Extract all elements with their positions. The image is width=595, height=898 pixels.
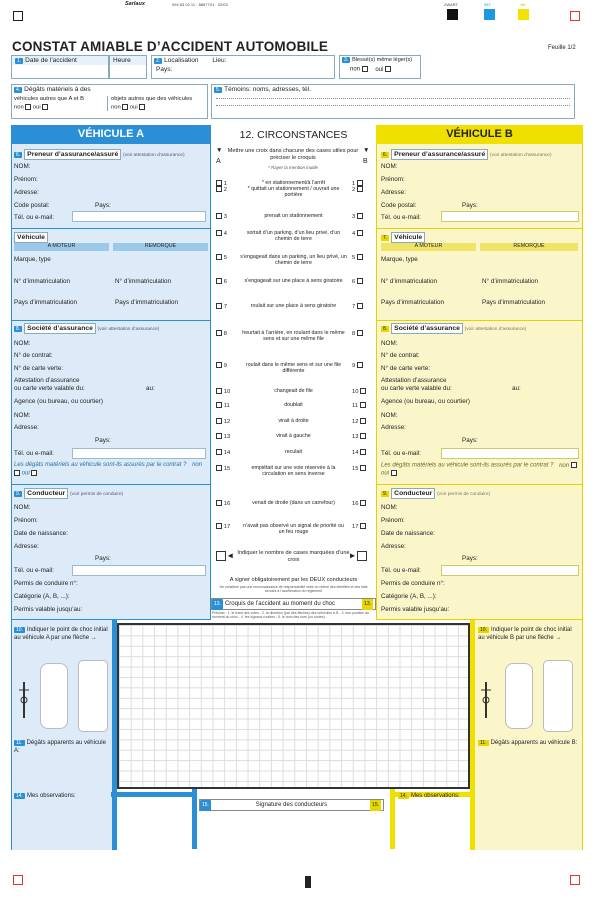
circumstance-a-11[interactable]: 11 [216,402,230,409]
field-label: N° d’immatriculation [482,278,539,285]
field-label: NOM: [14,504,31,511]
circumstance-text-8: heurtait à l’arrière, en roulant dans le même sens et sur une même file [242,330,345,343]
circumstance-text-13: virait à gauche [276,433,311,439]
swatch-label: ZWART [444,2,458,7]
count-a-box[interactable]: ◀ [216,551,233,561]
covered-no-checkbox[interactable] [14,470,20,476]
field-label: Pays: [95,202,111,209]
field-label: Tél. ou e-mail: [14,214,54,221]
field-label: Pays d’immatriculation [381,299,444,306]
date-field[interactable]: 1. Date de l’accident [11,55,109,79]
circumstance-a-1[interactable]: 1 [216,180,227,187]
vehicle-b-bottom-panel [470,620,583,850]
field-label: au: [146,385,155,392]
field-label: Pays: [462,437,478,444]
sign-notice: A signer obligatoirement par les DEUX conducteurs [229,577,358,583]
vehicle-b-insured-heading: 6. Preneur d’assurance/assuré (voir attestation d’assurance) [383,151,552,158]
circumstance-b-5[interactable]: 5 [352,254,363,261]
cyan-swatch [484,9,495,20]
field-label: N° de contrat: [381,352,420,359]
divider [377,228,582,229]
circumstances-col-a: ▼ [216,147,223,154]
circumstance-a-3[interactable]: 3 [216,213,227,220]
damage-objects-no[interactable] [122,104,128,110]
vehicle-a-insurer-phone-input[interactable] [72,448,206,459]
circumstance-b-10[interactable]: 10 [352,388,366,395]
motorcycle-icon[interactable] [480,680,492,720]
circumstance-text-14: reculait [284,449,303,455]
vehicle-a-phone-input[interactable] [72,211,206,222]
circumstance-a-13[interactable]: 13 [216,433,230,440]
circumstance-text-15: empiétait sur une voie réservée à la circulation en sens inverse [251,465,336,478]
divider [12,320,210,321]
circumstance-text-2: * quittait un stationnement / ouvrait une portière [247,186,340,199]
circumstance-b-17[interactable]: 17 [352,523,366,530]
circumstance-text-7: roulait sur une place à sens giratoire [250,303,337,309]
circumstance-b-12[interactable]: 12 [352,418,366,425]
field-label: Date de naissance: [14,530,68,537]
field-label: Permis valable jusqu’au: [381,606,450,613]
accident-sketch-grid[interactable] [117,623,470,789]
field-label: NOM: [381,504,398,511]
field-label: Permis de conduire n°: [381,580,445,587]
field-label: Pays d’immatriculation [482,299,545,306]
field-label: Tél. ou e-mail: [381,450,421,457]
field-label: Adresse: [14,189,39,196]
vehicle-a-insurer-heading: Société d’assurance [24,323,96,334]
field-label: N° d’immatriculation [381,278,438,285]
field-label: Code postal: [14,202,50,209]
count-b-box[interactable]: ▶ [350,551,367,561]
circumstance-text-17: n’avait pas observé un signal de priorité ou un feu rouge [243,523,344,536]
truck-b-icon[interactable] [543,660,573,732]
col-b-label: B [363,158,368,165]
circumstance-b-4[interactable]: 4 [352,230,363,237]
circumstance-b-15[interactable]: 15 [352,465,366,472]
swatch-label: Yel [520,2,526,7]
circumstance-b-2[interactable]: 2 [352,186,363,193]
field-label: NOM: [381,412,398,419]
covered-yes-checkbox[interactable] [391,470,397,476]
field-label: Permis valable jusqu’au: [14,606,83,613]
circumstance-a-12[interactable]: 12 [216,418,230,425]
damage-vehicles-no[interactable] [25,104,31,110]
circumstance-text-3: prenait un stationnement [264,213,323,219]
circumstance-b-8[interactable]: 8 [352,330,363,337]
trailer-column-header: REMORQUE [113,243,208,251]
field-label: Prénom: [14,176,38,183]
field-label: ou carte verte valable du: [381,385,452,392]
damage-vehicles-yes[interactable] [42,104,48,110]
field-label: Pays d’immatriculation [115,299,178,306]
field-label: Date de naissance: [381,530,435,537]
field-label: NOM: [14,163,31,170]
truck-a-icon[interactable] [78,660,108,732]
circumstance-a-4[interactable]: 4 [216,230,227,237]
circumstance-b-11[interactable]: 11 [352,402,366,409]
circumstance-a-15[interactable]: 15 [216,465,230,472]
vehicle-a-vehicle-heading: Véhicule [14,232,48,243]
frame-line [192,789,197,849]
field-label: au: [512,385,521,392]
vehicle-a-driver-heading: Conducteur [24,488,68,499]
covered-no-checkbox[interactable] [571,462,577,468]
observations-a: 14. Mes observations: [16,793,76,799]
col-a-label: A [216,158,221,165]
field-label: Pays d’immatriculation [14,299,77,306]
circumstance-a-7[interactable]: 7 [216,303,227,310]
impact-a-label: 10. Indiquer le point de choc initial au véhicule A par une flèche → [14,627,108,641]
field-label: Permis de conduire n°: [14,580,78,587]
circumstances-note: * Rayer la mention inutile [267,165,319,170]
circumstance-b-7[interactable]: 7 [352,303,363,310]
field-label: Agence (ou bureau, ou courtier) [14,398,103,405]
vehicle-b-driver-phone-input[interactable] [441,565,579,576]
vehicle-b-title: VÉHICULE B [376,125,583,144]
field-label: NOM: [14,340,31,347]
field-label: Code postal: [381,202,417,209]
brand-logo: Sarlaux [125,1,145,7]
field-label: Prénom: [381,517,405,524]
registration-mark [13,11,23,21]
circumstance-text-16: venait de droite (dans un carrefour) [252,500,335,506]
form-title: CONSTAT AMIABLE D’ACCIDENT AUTOMOBILE [12,39,329,54]
vehicle-b-driver-heading: Conducteur [391,488,435,499]
field-label: N° de contrat: [14,352,53,359]
covered-question: Les dégâts matériels au véhicule sont-ils assurés par le contrat ? non oui [14,462,203,477]
print-codes: 094 83 02 11 · 8867701 · 02/03 [172,2,228,7]
registration-mark [570,875,580,885]
circumstance-text-10: changeait de file [274,388,313,394]
field-label: Pays: [462,202,478,209]
circumstance-text-11: doublait [284,402,303,408]
circumstance-a-6[interactable]: 6 [216,278,227,285]
vehicle-b-phone-input[interactable] [441,211,579,222]
circumstance-b-16[interactable]: 16 [352,500,366,507]
observations-b: 14. Mes observations: [400,793,460,799]
field-label: Marque, type [14,256,51,263]
field-label: Adresse: [381,424,406,431]
signature-heading: 15. Signature des conducteurs 15. [199,799,384,811]
registration-mark [13,875,23,885]
circumstances-instruction: Mettre une croix dans chacune des cases utiles pour préciser le croquis [227,148,359,161]
circumstance-a-16[interactable]: 16 [216,500,230,507]
field-label: NOM: [14,412,31,419]
black-swatch [447,9,458,20]
sheet-number: Feuille 1/2 [548,45,576,51]
circumstance-b-9[interactable]: 9 [352,362,363,369]
field-label: Adresse: [14,543,39,550]
circumstance-b-13[interactable]: 13 [352,433,366,440]
vehicle-b-insurer-phone-input[interactable] [441,448,579,459]
circumstance-b-3[interactable]: 3 [352,213,363,220]
field-label: N° de carte verte: [381,365,431,372]
divider [377,484,582,485]
field-label: Adresse: [381,189,406,196]
vehicle-a-bottom-panel [11,620,117,850]
field-label: ou carte verte valable du: [14,385,85,392]
vehicle-b-panel [376,125,583,620]
field-label: Attestation d’assurance [381,377,447,384]
witnesses-field[interactable]: 5. Témoins: noms, adresses, tél. [211,84,575,119]
field-label: Attestation d’assurance [14,377,80,384]
circumstances-col-b: ▼ [363,147,370,154]
circumstance-a-2[interactable]: 2 [216,186,227,193]
circumstance-a-10[interactable]: 10 [216,388,230,395]
circumstance-text-4: sortait d’un parking, d’un lieu privé, d’un chemin de terre [246,230,341,243]
field-label: Tél. ou e-mail: [14,450,54,457]
field-label: Pays: [95,437,111,444]
circumstance-a-8[interactable]: 8 [216,330,227,337]
motorcycle-icon[interactable] [18,680,30,720]
vehicle-a-driver-phone-input[interactable] [72,565,206,576]
circumstance-a-17[interactable]: 17 [216,523,230,530]
sketch-note: Préciser : 1. le tracé des voies - 2. la direction (par des flèches) des véhicules A,B - 3. leur position au moment du choc - 4. les signaux routiers - 5. le nom des rues (ou routes) [212,611,370,620]
circumstance-b-14[interactable]: 14 [352,449,366,456]
visible-damage-b: 11. Dégâts apparents au véhicule B: [480,740,578,746]
field-label: Pays: [95,555,111,562]
field-label: Catégorie (A, B, ...): [381,593,437,600]
hour-field[interactable]: Heure [109,55,147,79]
injured-yes-checkbox[interactable] [385,66,391,72]
circumstance-text-5: s’engageait dans un parking, un lieu privé, un chemin de terre [240,254,347,267]
circumstance-a-9[interactable]: 9 [216,362,227,369]
vehicle-a-panel [11,125,211,620]
impact-b-label: 10. Indiquer le point de choc initial au véhicule B par une flèche → [478,627,572,641]
location-field[interactable]: 2. Localisation Lieu: Pays: [151,55,335,79]
motor-column-header: A MOTEUR [14,243,109,251]
sketch-heading: 13. Croquis de l’accident au moment du choc 13. [211,598,376,610]
vehicle-b-insurer-heading: Société d’assurance [391,323,463,334]
field-label: Catégorie (A, B, ...): [14,593,70,600]
field-label: Prénom: [381,176,405,183]
motor-column-header: A MOTEUR [381,243,476,251]
circumstance-b-6[interactable]: 6 [352,278,363,285]
field-label: NOM: [381,340,398,347]
visible-damage-a: 11. Dégâts apparents au véhicule A: [14,740,106,754]
trailer-column-header: REMORQUE [480,243,578,251]
circumstance-text-6: s’engageait sur une place à sens giratoire [244,278,343,284]
field-label: Adresse: [381,543,406,550]
field-label: Marque, type [381,256,418,263]
circumstance-text-12: virait à droite [278,418,309,424]
divider [12,484,210,485]
sign-small-print: Ne constitue pas une reconnaissance de responsabilité mais un relevé des identités et des faits servant à l’accélération du règlement [219,585,368,594]
field-label: N° de carte verte: [14,365,64,372]
vehicle-a-title: VÉHICULE A [11,125,211,144]
field-label: Tél. ou e-mail: [381,567,421,574]
circumstance-text-1: * en stationnement/à l’arrêt [261,180,326,186]
field-label: Tél. ou e-mail: [381,214,421,221]
field-label: Tél. ou e-mail: [14,567,54,574]
circumstance-a-14[interactable]: 14 [216,449,230,456]
covered-yes-checkbox[interactable] [31,470,37,476]
field-label: Pays: [462,555,478,562]
swatch-label: 087 [484,2,491,7]
circumstance-a-5[interactable]: 5 [216,254,227,261]
field-label: Agence (ou bureau, ou courtier) [381,398,470,405]
injured-field: 3. Blessé(s) même léger(s) non oui [339,55,421,79]
circumstance-b-1[interactable]: 1 [352,180,363,187]
yellow-swatch [518,9,529,20]
field-label: NOM: [381,163,398,170]
damage-objects-yes[interactable] [139,104,145,110]
vehicle-b-vehicle-heading: Véhicule [391,232,425,243]
signature-area[interactable] [199,812,384,850]
car-b-icon[interactable] [505,663,533,729]
field-label: Prénom: [14,517,38,524]
frame-line [390,789,395,849]
circumstance-text-9: roulait dans le même sens et sur une file différente [245,362,342,375]
covered-question: Les dégâts matériels au véhicule sont-ils assurés par le contrat ? non oui [381,462,579,479]
car-a-icon[interactable] [40,663,68,729]
field-label: N° d’immatriculation [115,278,172,285]
circumstances-title: 12. CIRCONSTANCES [239,129,348,141]
field-label: Adresse: [14,424,39,431]
injured-no-checkbox[interactable] [362,66,368,72]
divider [377,320,582,321]
registration-bar [305,876,311,888]
registration-mark [570,11,580,21]
damage-field: 4. Dégâts matériels à des véhicules autres que A et B non oui objets autres que des véhicules non oui [11,84,208,119]
vehicle-a-insured-heading: 6. Preneur d’assurance/assuré (voir attestation d’assurance) [16,151,185,158]
count-label: Indiquer le nombre de cases marquées d’une croix [237,550,350,563]
field-label: N° d’immatriculation [14,278,71,285]
